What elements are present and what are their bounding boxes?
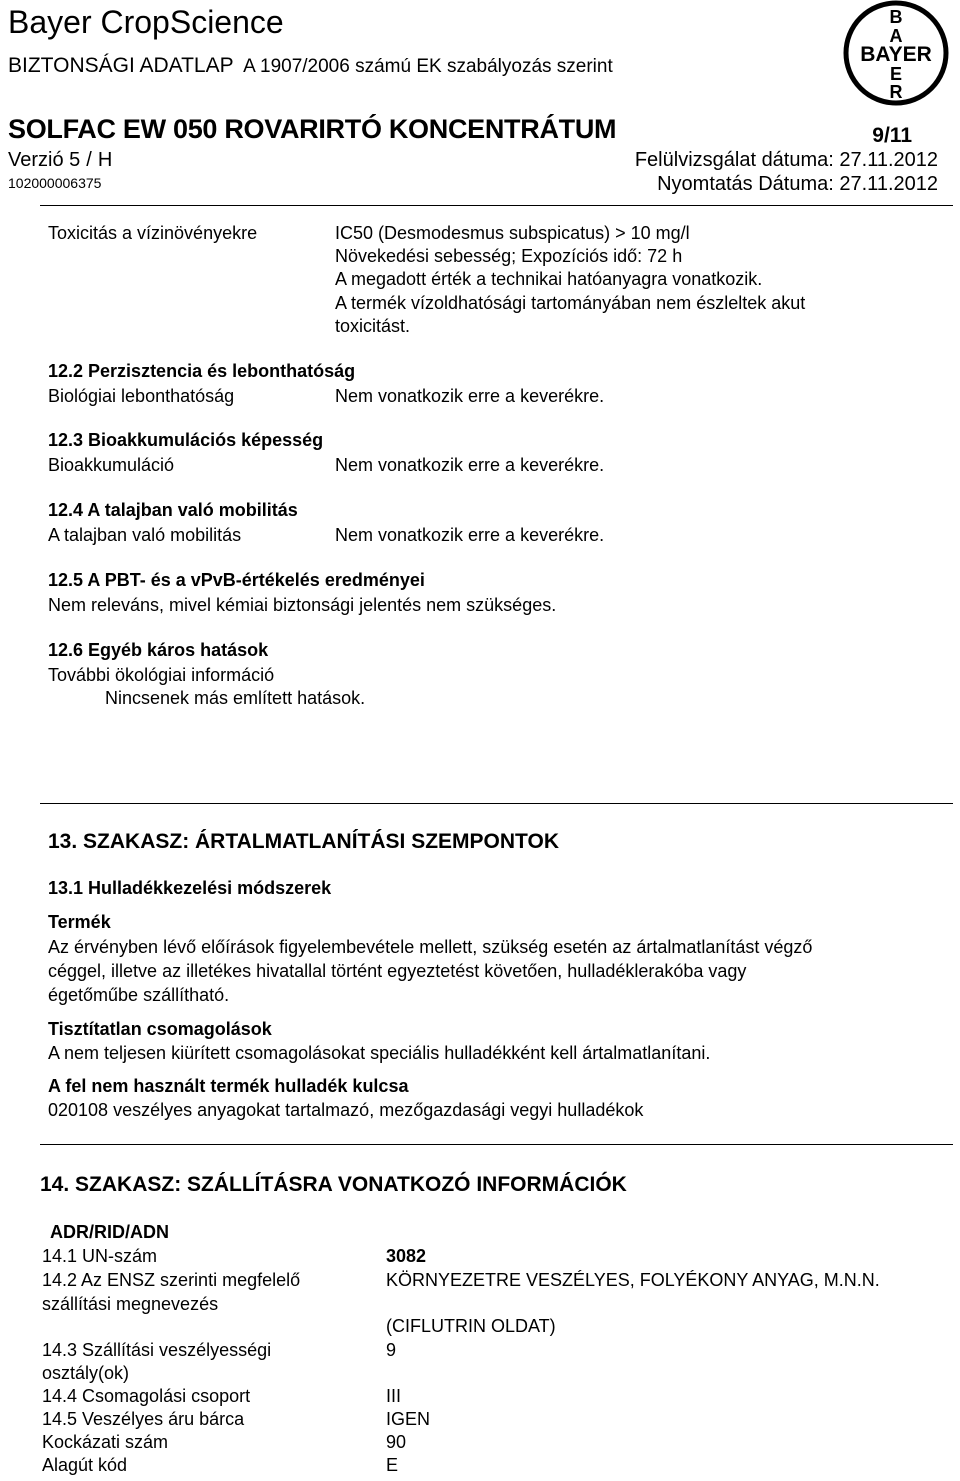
company-name: Bayer CropScience — [8, 4, 284, 40]
hazard-class-label-2: osztály(ok) — [42, 1363, 130, 1383]
logo-letter-e: E — [889, 64, 903, 84]
aquatic-line-5: toxicitást. — [335, 316, 411, 336]
product-disposal-line-2: céggel, illetve az illetékes hivatallal történt egyeztetést követően, hulladéklerakóba vagy — [48, 961, 747, 981]
un-number-value: 3082 — [386, 1246, 427, 1266]
header-divider — [40, 205, 953, 206]
print-date: Nyomtatás Dátuma: 27.11.2012 — [657, 173, 938, 195]
section-13-divider — [40, 803, 953, 804]
waste-code-text: 020108 veszélyes anyagokat tartalmazó, mezőgazdasági vegyi hulladékok — [48, 1100, 644, 1120]
heading-12-3: 12.3 Bioakkumulációs képesség — [48, 430, 324, 450]
transport-mode: ADR/RID/ADN — [50, 1222, 169, 1242]
bayer-cross-logo — [840, 0, 952, 113]
aquatic-line-3: A megadott érték a technikai hatóanyagra vonatkozik. — [335, 269, 763, 289]
heading-13-1: 13.1 Hulladékkezelési módszerek — [48, 878, 332, 898]
packaging-heading: Tisztítatlan csomagolások — [48, 1019, 272, 1039]
logo-letter-r: R — [889, 82, 903, 102]
product-name: SOLFAC EW 050 ROVARIRTÓ KONCENTRÁTUM — [8, 114, 617, 144]
version-language: H — [97, 149, 113, 171]
heading-12-5: 12.5 A PBT- és a vPvB-értékelés eredményei — [48, 570, 425, 590]
ecology-label: További ökológiai információ — [48, 665, 275, 685]
biodegradability-label: Biológiai lebonthatóság — [48, 386, 235, 406]
aquatic-line-1: IC50 (Desmodesmus subspicatus) > 10 mg/l — [335, 223, 690, 243]
section-13-heading: 13. SZAKASZ: ÁRTALMATLANÍTÁSI SZEMPONTOK — [48, 830, 559, 853]
regulation-text: A 1907/2006 számú EK szabályozás szerint — [243, 56, 613, 77]
packing-group-value: III — [386, 1386, 402, 1406]
bioaccumulation-value: Nem vonatkozik erre a keverékre. — [335, 455, 605, 475]
shipping-name-label-2: szállítási megnevezés — [42, 1294, 219, 1314]
product-disposal-line-3: égetőműbe szállítható. — [48, 985, 230, 1005]
section-14-divider — [40, 1144, 953, 1145]
shipping-name-label-1: 14.2 Az ENSZ szerinti megfelelő — [42, 1270, 301, 1290]
version-separator: / — [86, 149, 92, 171]
pbt-text: Nem releváns, mivel kémiai biztonsági jelentés nem szükséges. — [48, 595, 557, 615]
soil-mobility-label: A talajban való mobilitás — [48, 525, 242, 545]
shipping-name-value-1: KÖRNYEZETRE VESZÉLYES, FOLYÉKONY ANYAG, M.N.N. — [386, 1270, 880, 1290]
aquatic-plants-label: Toxicitás a vízinövényekre — [48, 223, 258, 243]
section-14-heading: 14. SZAKASZ: SZÁLLÍTÁSRA VONATKOZÓ INFORMÁCIÓK — [40, 1173, 627, 1196]
waste-code-heading: A fel nem használt termék hulladék kulcsa — [48, 1076, 409, 1096]
document-title — [8, 54, 613, 78]
bioaccumulation-label: Bioakkumuláció — [48, 455, 175, 475]
hazard-class-value: 9 — [386, 1340, 397, 1360]
logo-letter-b: B — [889, 7, 903, 27]
heading-12-2: 12.2 Perzisztencia és lebonthatóság — [48, 361, 356, 381]
heading-12-4: 12.4 A talajban való mobilitás — [48, 500, 298, 520]
biodegradability-value: Nem vonatkozik erre a keverékre. — [335, 386, 605, 406]
revision-date: Felülvizsgálat dátuma: 27.11.2012 — [634, 149, 938, 171]
logo-letter-a: A — [889, 26, 903, 46]
product-disposal-line-1: Az érvényben lévő előírások figyelembevétele mellett, szükség esetén az ártalmatlanítást végző — [48, 937, 813, 957]
tunnel-code-value: E — [386, 1455, 399, 1475]
un-number-label: 14.1 UN-szám — [42, 1246, 158, 1266]
page-number: 9/11 — [872, 124, 912, 147]
soil-mobility-value: Nem vonatkozik erre a keverékre. — [335, 525, 605, 545]
packing-group-label: 14.4 Csomagolási csoport — [42, 1386, 251, 1406]
aquatic-line-4: A termék vízoldhatósági tartományában nem észleltek akut — [335, 293, 806, 313]
dangerous-label-value: IGEN — [386, 1409, 431, 1429]
version-label: Verzió 5 — [8, 149, 81, 171]
shipping-name-value-2: (CIFLUTRIN OLDAT) — [386, 1316, 556, 1336]
dangerous-label-label: 14.5 Veszélyes áru bárca — [42, 1409, 245, 1429]
document-code: 102000006375 — [8, 175, 102, 191]
bayer-logo-icon — [840, 0, 952, 108]
hazard-class-label-1: 14.3 Szállítási veszélyességi — [42, 1340, 272, 1360]
packaging-text: A nem teljesen kiürített csomagolásokat speciális hulladékként kell ártalmatlanítani. — [48, 1043, 711, 1063]
hazard-number-label: Kockázati szám — [42, 1432, 169, 1452]
product-disposal-heading: Termék — [48, 912, 111, 932]
sds-title: BIZTONSÁGI ADATLAP — [8, 54, 234, 77]
aquatic-line-2: Növekedési sebesség; Expozíciós idő: 72 h — [335, 246, 683, 266]
logo-row: BAYER — [860, 43, 932, 66]
tunnel-code-label: Alagút kód — [42, 1455, 128, 1475]
hazard-number-value: 90 — [386, 1432, 407, 1452]
heading-12-6: 12.6 Egyéb káros hatások — [48, 640, 269, 660]
ecology-text: Nincsenek más említett hatások. — [105, 688, 366, 708]
version-info — [8, 149, 112, 172]
